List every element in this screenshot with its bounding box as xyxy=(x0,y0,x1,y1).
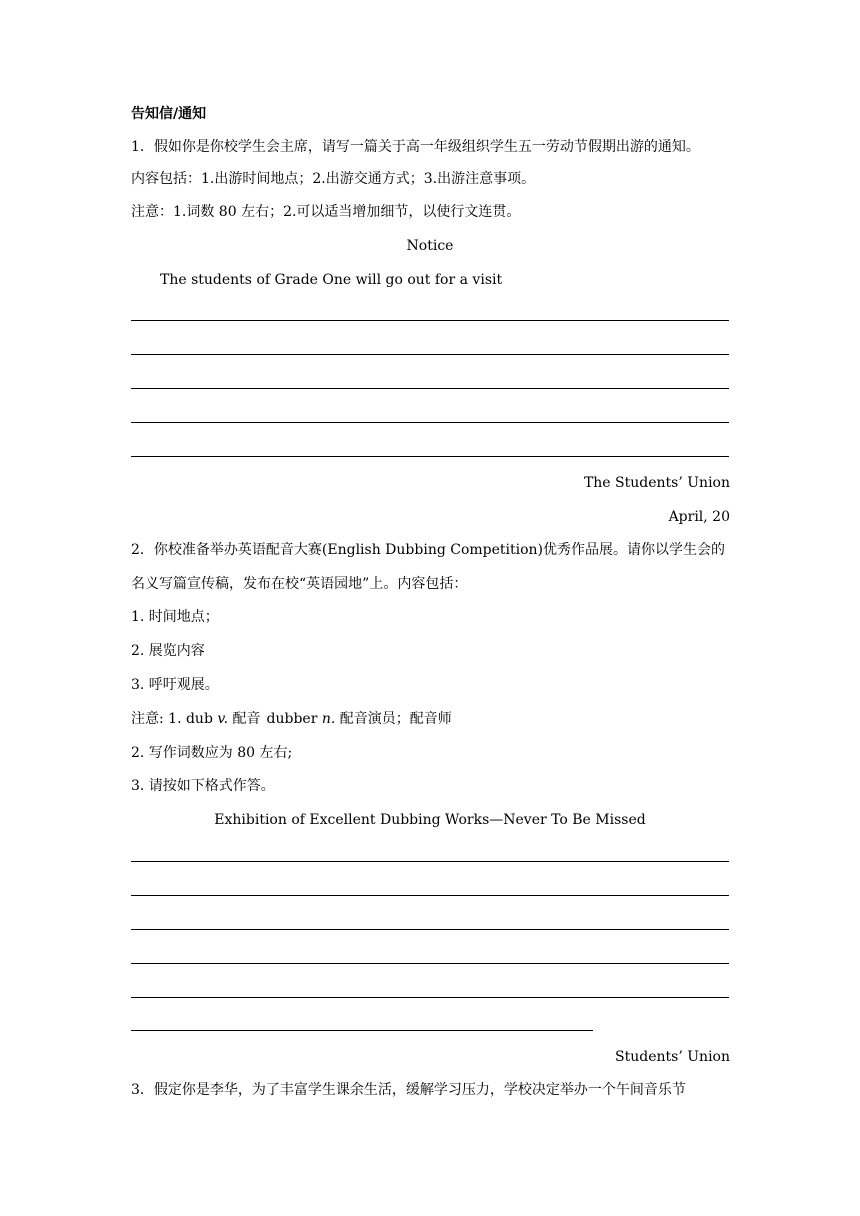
note-prefix: 注意: 1. dub xyxy=(131,711,218,727)
answer-line xyxy=(131,997,729,998)
question-1-content: 内容包括：1.出游时间地点；2.出游交通方式；3.出游注意事项。 xyxy=(131,171,536,187)
note-tail: 配音演员；配音师 xyxy=(335,711,452,727)
note-mid: 配音 xyxy=(228,711,261,727)
part-of-speech-noun: n. xyxy=(321,711,336,727)
question-2-signature: Students’ Union xyxy=(615,1049,730,1065)
question-2-title: Exhibition of Excellent Dubbing Works—Never To Be Missed xyxy=(214,812,646,828)
question-2-item-3: 3. 呼吁观展。 xyxy=(131,677,219,693)
question-2-item-2: 2. 展览内容 xyxy=(131,643,205,659)
part-of-speech-verb: v. xyxy=(217,711,229,727)
answer-line xyxy=(131,354,729,355)
answer-line xyxy=(131,388,729,389)
question-2-note-2: 2. 写作词数应为 80 左右; xyxy=(131,745,293,761)
answer-line xyxy=(131,929,729,930)
question-2-prompt-line-1: 2．你校准备举办英语配音大赛(English Dubbing Competition)优秀作品展。请你以学生会的 xyxy=(131,542,726,558)
answer-line-short xyxy=(131,1030,593,1031)
answer-line xyxy=(131,861,729,862)
section-title: 告知信/通知 xyxy=(131,106,207,122)
answer-line xyxy=(131,320,729,321)
question-1-note: 注意：1.词数 80 左右；2.可以适当增加细节，以使行文连贯。 xyxy=(131,204,521,220)
answer-line xyxy=(131,456,729,457)
answer-line xyxy=(131,895,729,896)
question-1-prompt: 1．假如你是你校学生会主席，请写一篇关于高一年级组织学生五一劳动节假期出游的通知。 xyxy=(131,139,700,155)
question-2-item-1: 1. 时间地点； xyxy=(131,609,219,625)
question-1-signature: The Students’ Union xyxy=(583,475,730,491)
question-1-date: April, 20 xyxy=(668,509,730,525)
question-2-note-3: 3. 请按如下格式作答。 xyxy=(131,778,275,794)
question-1-title: Notice xyxy=(406,238,454,254)
note-word-2: dubber xyxy=(266,711,322,727)
question-1-opening: The students of Grade One will go out for a visit xyxy=(160,272,503,288)
answer-line xyxy=(131,422,729,423)
question-2-prompt-line-2: 名义写篇宣传稿，发布在校“英语园地”上。内容包括： xyxy=(131,576,468,592)
answer-line xyxy=(131,963,729,964)
question-2-note-1 xyxy=(131,710,452,728)
question-3-prompt: 3．假定你是李华，为了丰富学生课余生活，缓解学习压力，学校决定举办一个午间音乐节 xyxy=(131,1082,686,1098)
